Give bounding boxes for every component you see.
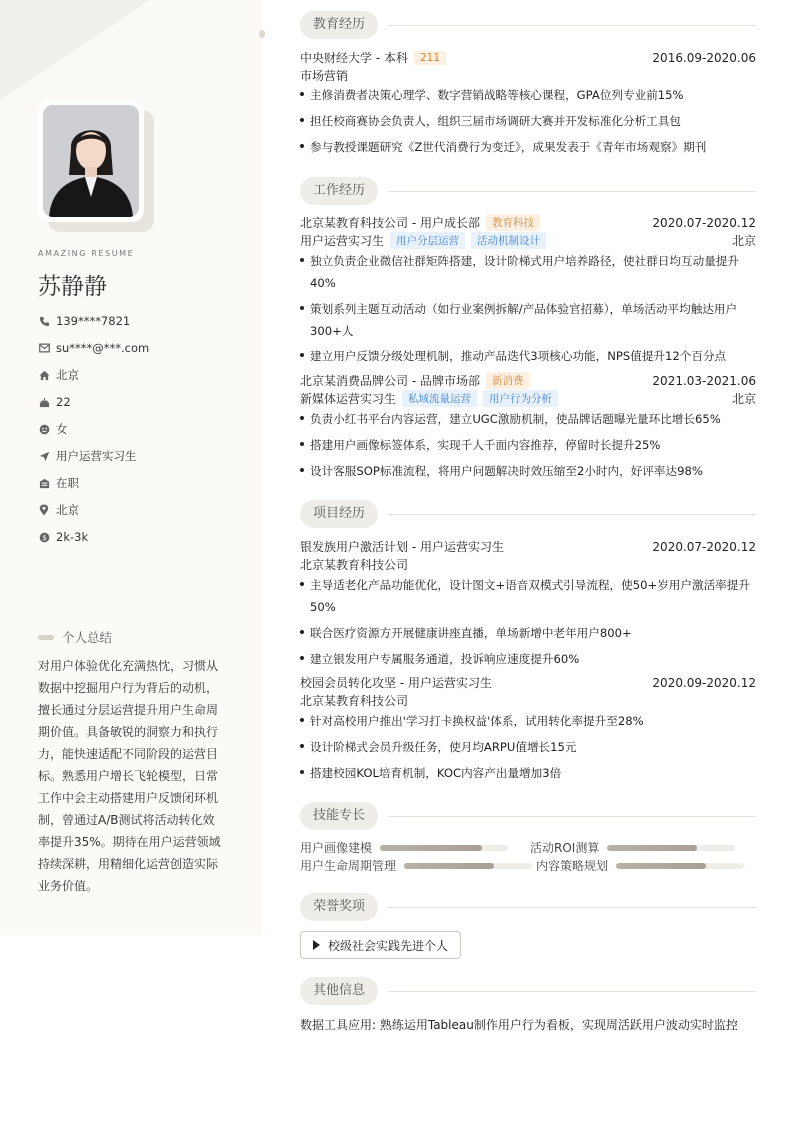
bullet-item: 搭建用户画像标签体系，实现千人千面内容推荐，停留时长提升25% xyxy=(300,434,760,456)
bullet-item: 独立负责企业微信社群矩阵搭建，设计阶梯式用户培养路径，使社群日均互动量提升40% xyxy=(300,250,760,294)
section-title: 其他信息 xyxy=(300,977,378,1005)
summary-heading xyxy=(38,628,112,646)
info-location-text: 北京 xyxy=(56,503,79,517)
skill-bar xyxy=(404,863,532,869)
info-email-text: su****@***.com xyxy=(56,341,150,355)
award-text: 校级社会实践先进个人 xyxy=(328,938,449,953)
decoration-dot xyxy=(259,30,265,38)
summary-title: 个人总结 xyxy=(62,630,113,645)
bullet-item: 联合医疗资源方开展健康讲座直播，单场新增中老年用户800+ xyxy=(300,622,760,644)
bullet-item: 主导适老化产品功能优化，设计图文+语音双模式引导流程，使50+岁用户激活率提升50% xyxy=(300,574,760,618)
svg-text:$: $ xyxy=(41,533,47,542)
info-age-text: 22 xyxy=(56,395,71,409)
work-date: 2020.07-2020.12 xyxy=(652,215,756,230)
skill-item xyxy=(536,857,744,874)
skill-name: 用户画像建模 xyxy=(300,841,373,855)
project-company: 北京某教育科技公司 xyxy=(300,558,409,572)
bullet-item: 建立银发用户专属服务通道，投诉响应速度提升60% xyxy=(300,648,760,670)
corner-decoration xyxy=(0,0,150,100)
candidate-name: 苏静静 xyxy=(38,274,107,300)
section-divider xyxy=(388,816,756,817)
info-phone-text: 139****7821 xyxy=(56,314,131,328)
info-email xyxy=(38,339,149,357)
skill-item xyxy=(300,839,508,856)
education-tag: 211 xyxy=(414,51,446,65)
project-date: 2020.09-2020.12 xyxy=(652,675,756,690)
resume-badge: AMAZING RESUME xyxy=(38,249,135,258)
industry-tag: 教育科技 xyxy=(486,214,540,231)
skill-name: 活动ROI测算 xyxy=(530,841,600,855)
work-date: 2021.03-2021.06 xyxy=(652,373,756,388)
info-status-text: 在职 xyxy=(56,476,79,490)
section-education xyxy=(300,11,756,39)
education-major: 市场营销 xyxy=(300,69,349,83)
info-home xyxy=(38,366,79,384)
section-divider xyxy=(388,907,756,908)
education-header xyxy=(300,49,756,66)
project-title: 校园会员转化攻坚 - 用户运营实习生 xyxy=(300,676,492,690)
section-divider xyxy=(388,991,756,992)
home-icon xyxy=(38,369,50,381)
info-location xyxy=(38,501,79,519)
section-skills xyxy=(300,802,756,830)
sidebar xyxy=(0,0,262,935)
education-date: 2016.09-2020.06 xyxy=(652,50,756,65)
bullet-item: 设计阶梯式会员升级任务，使月均ARPU值增长15元 xyxy=(300,736,760,758)
bullet-item: 参与教授课题研究《Z世代消费行为变迁》，成果发表于《青年市场观察》期刊 xyxy=(300,136,760,158)
summary-marker xyxy=(38,635,54,640)
info-home-text: 北京 xyxy=(56,368,79,382)
bullet-item: 负责小红书平台内容运营，建立UGC激励机制，使品牌话题曝光量环比增长65% xyxy=(300,408,760,430)
skill-name: 用户生命周期管理 xyxy=(300,859,397,873)
bullet-item: 设计客服SOP标准流程，将用户问题解决时效压缩至2小时内，好评率达98% xyxy=(300,460,760,482)
section-other xyxy=(300,977,756,1005)
project-company: 北京某教育科技公司 xyxy=(300,694,409,708)
section-work xyxy=(300,177,756,205)
project-company-row xyxy=(300,556,756,573)
section-title: 教育经历 xyxy=(300,11,378,39)
project-header xyxy=(300,538,756,555)
section-title: 荣誉奖项 xyxy=(300,893,378,921)
section-title: 技能专长 xyxy=(300,802,378,830)
bullet-item: 策划系列主题互动活动（如行业案例拆解/产品体验官招募），单场活动平均触达用户300+人 xyxy=(300,298,760,342)
info-target-role-text: 用户运营实习生 xyxy=(56,449,137,463)
section-divider xyxy=(388,191,756,192)
salary-icon xyxy=(38,531,50,543)
skill-tag: 私域流量运营 xyxy=(402,390,477,407)
work-city: 北京 xyxy=(731,234,756,248)
work-company: 北京某教育科技公司 - 用户成长部 xyxy=(300,216,480,230)
skill-tag: 用户行为分析 xyxy=(483,390,558,407)
project-header xyxy=(300,674,756,691)
education-major-row xyxy=(300,67,756,84)
info-salary xyxy=(38,528,88,546)
info-phone xyxy=(38,312,130,330)
info-age xyxy=(38,393,71,411)
skill-bar xyxy=(607,845,735,851)
work-role-row xyxy=(300,232,756,249)
profile-photo xyxy=(43,105,139,217)
award-item xyxy=(300,931,461,959)
work-role: 新媒体运营实习生 xyxy=(300,392,397,406)
summary-text: 对用户体验优化充满热忱，习惯从数据中挖掘用户行为背后的动机，擅长通过分层运营提升用户生命周期价值。具备敏锐的洞察力和执行力，能快速适配不同阶段的运营目标。熟悉用户增长飞轮模型，日常工作中会主动搭建用户反馈闭环机制，曾通过A/B测试将活动转化效率提升35%。期待在用户运营领域持续深耕，用精细化运营创造实际业务价值。 xyxy=(38,659,221,893)
project-company-row xyxy=(300,692,756,709)
bullet-item: 担任校商赛协会负责人，组织三届市场调研大赛并开发标准化分析工具包 xyxy=(300,110,760,132)
info-target-role xyxy=(38,447,137,465)
work-city: 北京 xyxy=(731,392,756,406)
section-awards xyxy=(300,893,756,921)
mail-icon xyxy=(38,342,50,354)
location-icon xyxy=(38,504,50,516)
education-school: 中央财经大学 - 本科 xyxy=(300,51,408,65)
work-role-row xyxy=(300,390,756,407)
work-header xyxy=(300,214,756,231)
skill-bar xyxy=(380,845,508,851)
send-icon xyxy=(38,450,50,462)
work-header xyxy=(300,372,756,389)
skill-tag: 活动机制设计 xyxy=(471,232,546,249)
info-gender xyxy=(38,420,68,438)
section-divider xyxy=(388,25,756,26)
section-title: 工作经历 xyxy=(300,177,378,205)
bullet-item: 针对高校用户推出'学习打卡换权益'体系，试用转化率提升至28% xyxy=(300,710,760,732)
bullet-item: 搭建校园KOL培育机制，KOC内容产出量增加3倍 xyxy=(300,762,760,784)
work-role: 用户运营实习生 xyxy=(300,234,385,248)
phone-icon xyxy=(38,315,50,327)
skill-bar xyxy=(616,863,744,869)
project-date: 2020.07-2020.12 xyxy=(652,539,756,554)
info-salary-text: 2k-3k xyxy=(56,530,89,544)
other-info: 数据工具应用: 熟练运用Tableau制作用户行为看板，实现周活跃用户波动实时监控 xyxy=(300,1018,738,1032)
cake-icon xyxy=(38,396,50,408)
play-triangle-icon xyxy=(313,940,320,950)
section-projects xyxy=(300,500,756,528)
work-company: 北京某消费品牌公司 - 品牌市场部 xyxy=(300,374,480,388)
gender-icon xyxy=(38,423,50,435)
skill-name: 内容策略规划 xyxy=(536,859,609,873)
photo-frame xyxy=(38,100,144,222)
project-title: 银发族用户激活计划 - 用户运营实习生 xyxy=(300,540,504,554)
status-icon xyxy=(38,477,50,489)
industry-tag: 新消费 xyxy=(486,372,530,389)
section-title: 项目经历 xyxy=(300,500,378,528)
info-gender-text: 女 xyxy=(56,422,68,436)
bullet-item: 建立用户反馈分级处理机制，推动产品迭代3项核心功能，NPS值提升12个百分点 xyxy=(300,345,760,367)
skill-item xyxy=(530,839,735,856)
skill-item xyxy=(300,857,532,874)
bullet-item: 主修消费者决策心理学、数字营销战略等核心课程，GPA位列专业前15% xyxy=(300,84,760,106)
info-status xyxy=(38,474,79,492)
skill-tag: 用户分层运营 xyxy=(390,232,465,249)
section-divider xyxy=(388,514,756,515)
